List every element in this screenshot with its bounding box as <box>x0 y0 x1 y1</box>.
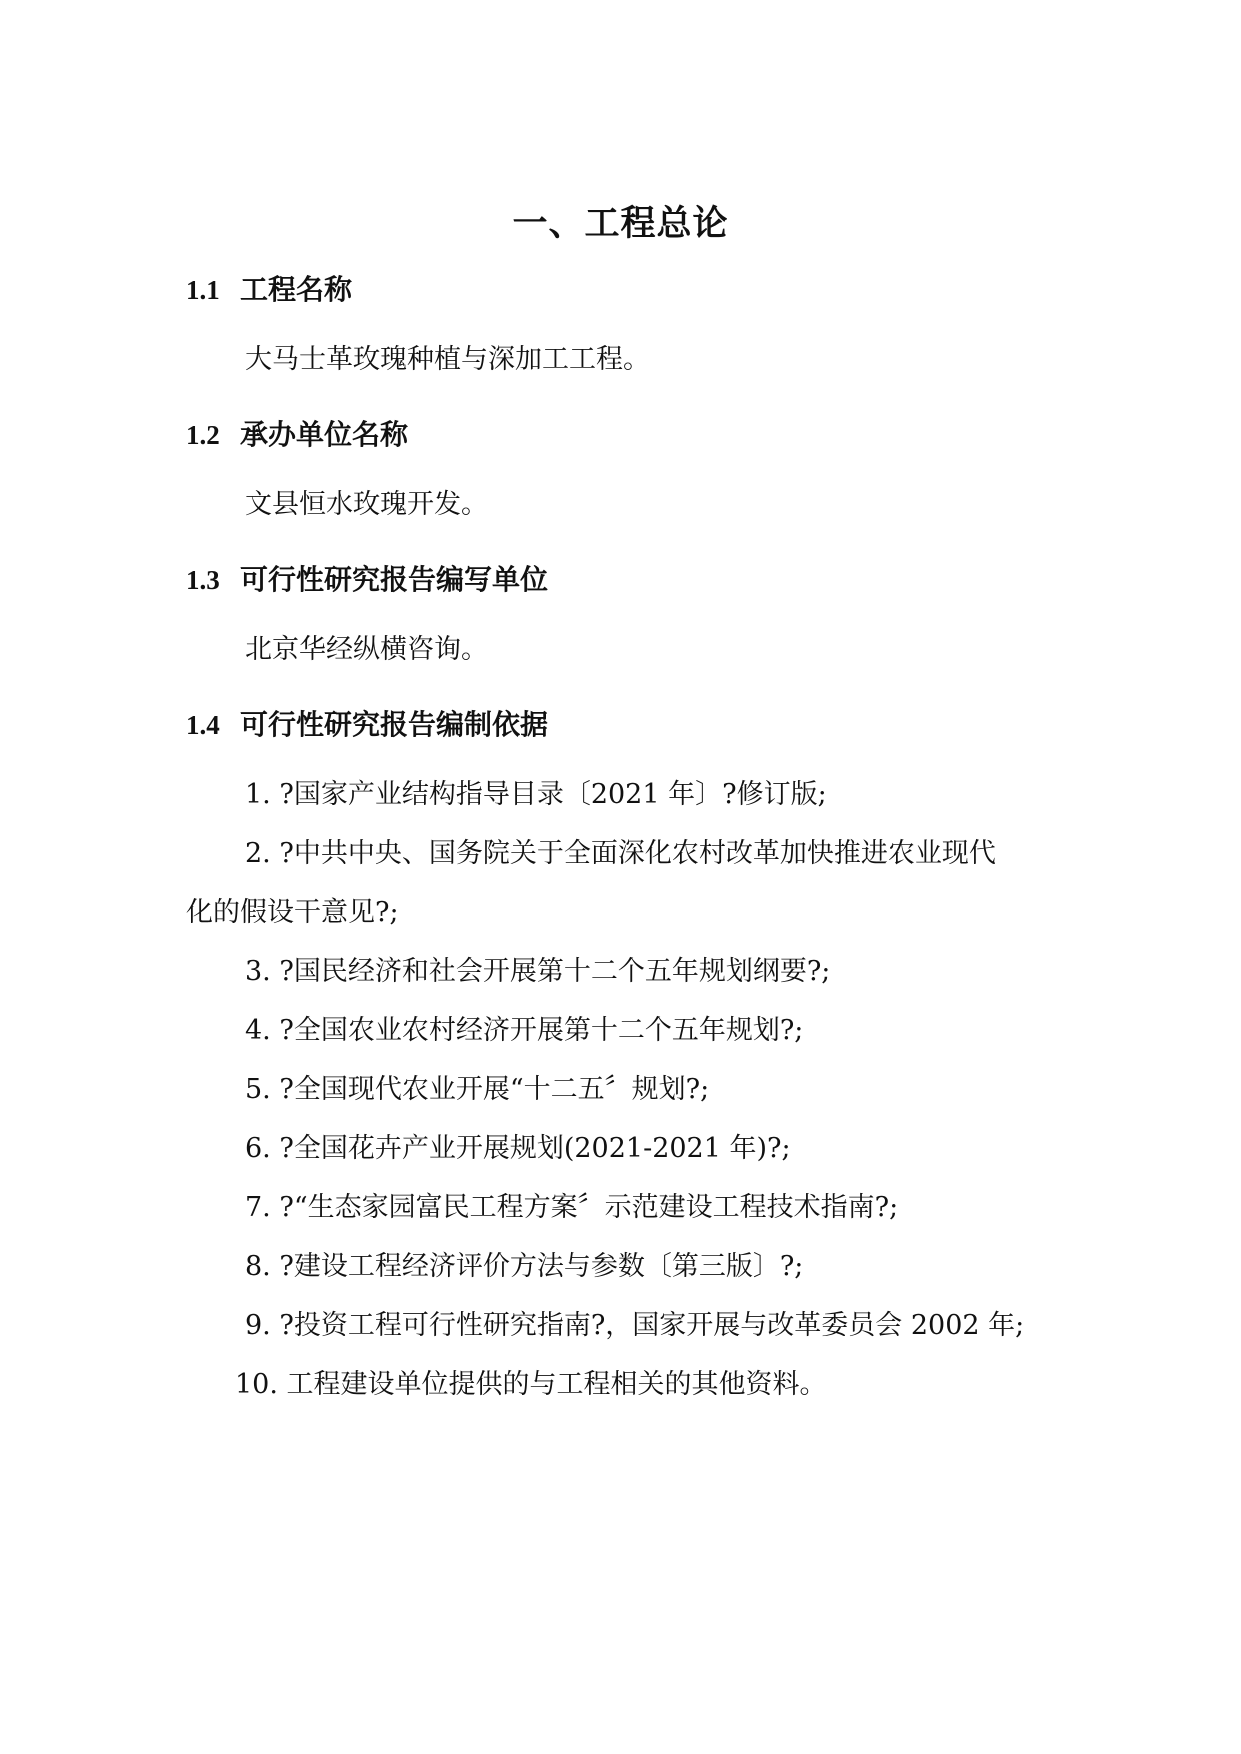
section-heading-1-2 <box>186 413 408 453</box>
section-title: 可行性研究报告编写单位 <box>240 563 549 596</box>
list-item: 8. ?建设工程经济评价方法与参数〔第三版〕?; <box>245 1251 804 1282</box>
list-item: 1. ?国家产业结构指导目录〔2021 年〕?修订版; <box>245 779 827 810</box>
section-heading-1-3 <box>186 558 548 598</box>
list-item: 2. ?中共中央、国务院关于全面深化农村改革加快推进农业现代 <box>245 838 996 869</box>
section-number: 1.1 <box>186 275 220 305</box>
section-number: 1.3 <box>186 565 220 595</box>
list-item: 5. ?全国现代农业开展“十二五〞规划?; <box>245 1074 710 1105</box>
list-item: 3. ?国民经济和社会开展第十二个五年规划纲要?; <box>245 956 831 987</box>
section-number: 1.4 <box>186 710 220 740</box>
list-item: 10. 工程建设单位提供的与工程相关的其他资料。 <box>235 1369 827 1400</box>
section-body-1-2: 文县恒水玫瑰开发。 <box>245 489 488 520</box>
section-title: 可行性研究报告编制依据 <box>240 708 549 741</box>
list-item: 4. ?全国农业农村经济开展第十二个五年规划?; <box>245 1015 804 1046</box>
chapter-title: 一、工程总论 <box>512 204 729 244</box>
section-heading-1-1 <box>186 268 352 308</box>
section-title: 工程名称 <box>240 273 353 306</box>
section-body-1-1: 大马士革玫瑰种植与深加工工程。 <box>245 344 650 375</box>
section-title: 承办单位名称 <box>240 418 409 451</box>
section-heading-1-4 <box>186 703 548 743</box>
list-item: 6. ?全国花卉产业开展规划(2021-2021 年)?; <box>245 1133 791 1164</box>
list-item: 7. ?“生态家园富民工程方案〞示范建设工程技术指南?; <box>245 1192 899 1223</box>
section-number: 1.2 <box>186 420 220 450</box>
section-body-1-3: 北京华经纵横咨询。 <box>245 634 488 665</box>
list-item-continuation: 化的假设干意见?; <box>186 897 399 928</box>
list-item: 9. ?投资工程可行性研究指南?，国家开展与改革委员会 2002 年; <box>245 1310 1025 1341</box>
